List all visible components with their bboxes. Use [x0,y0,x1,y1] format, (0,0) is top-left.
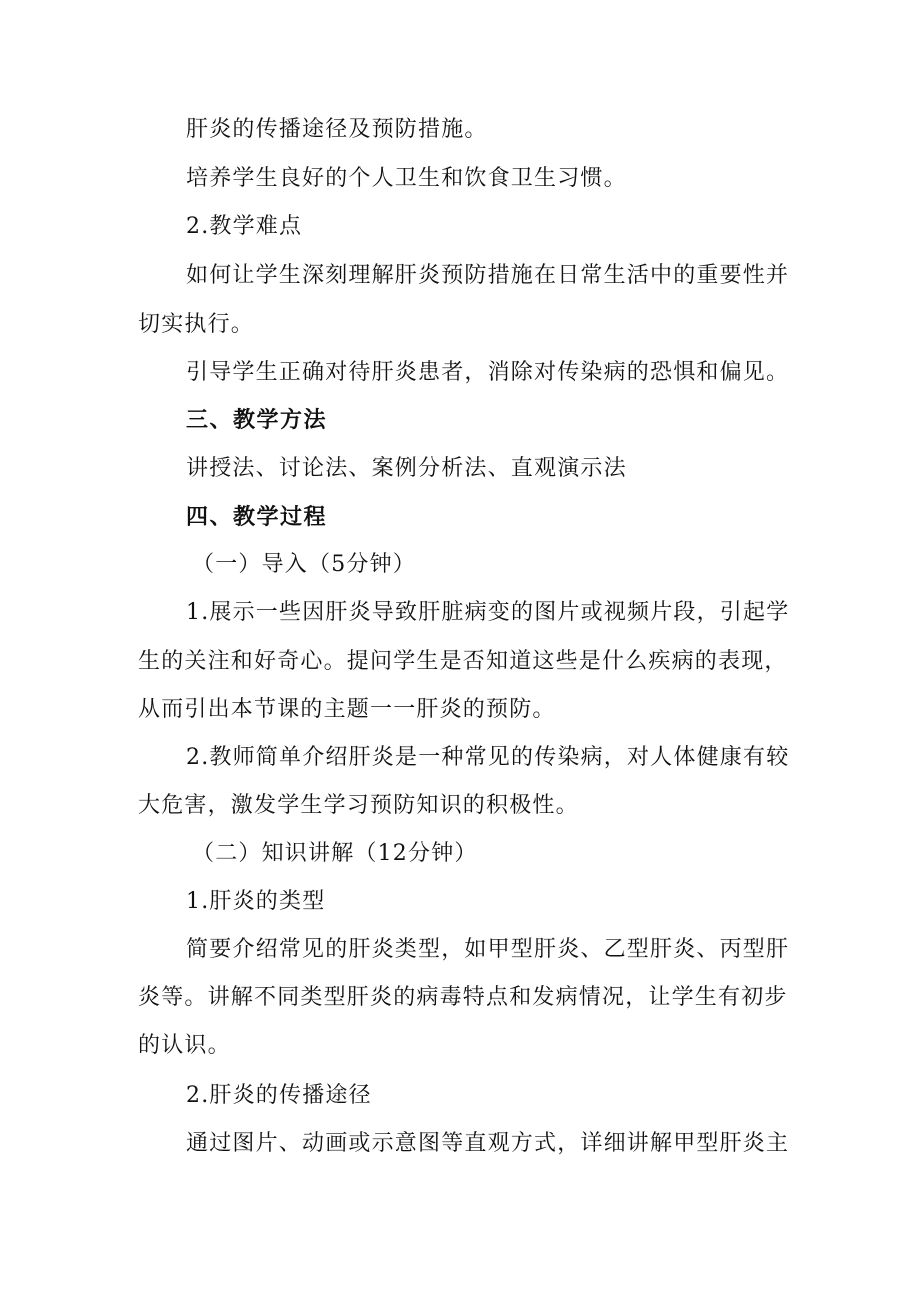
text-line: 讲授法、讨论法、案例分析法、直观演示法 [186,456,627,481]
text-line: 通过图片、动画或示意图等直观方式，详细讲解甲型肝炎主 [186,1131,790,1156]
text-line: 大危害，激发学生学习预防知识的积极性。 [138,793,579,818]
section-subheading: （一）导入（5分钟） [192,552,416,577]
text-line: 2.教师简单介绍肝炎是一种常见的传染病，对人体健康有较 [186,745,790,770]
section-subheading: 2.教学难点 [186,214,303,239]
section-subheading: 2.肝炎的传播途径 [186,1083,372,1108]
text-line: 简要介绍常见的肝炎类型，如甲型肝炎、乙型肝炎、丙型肝 [186,937,790,962]
section-subheading: （二）知识讲解（12分钟） [192,841,478,866]
text-line: 如何让学生深刻理解肝炎预防措施在日常生活中的重要性并 [186,263,790,288]
text-line: 生的关注和好奇心。提问学生是否知道这些是什么疾病的表现， [138,649,788,674]
text-line: 培养学生良好的个人卫生和饮食卫生习惯。 [186,166,627,191]
text-line: 肝炎的传播途径及预防措施。 [186,117,488,142]
section-subheading: 1.肝炎的类型 [186,889,326,914]
text-line: 炎等。讲解不同类型肝炎的病毒特点和发病情况，让学生有初步 [138,985,788,1010]
text-line: 的认识。 [138,1033,231,1058]
text-line: 切实执行。 [138,312,255,337]
text-line: 1.展示一些因肝炎导致肝脏病变的图片或视频片段，引起学 [186,600,790,625]
section-heading: 四、教学过程 [186,505,328,530]
text-line: 引导学生正确对待肝炎患者，消除对传染病的恐惧和偏见。 [186,360,790,385]
section-heading: 三、教学方法 [186,408,328,433]
text-line: 从而引出本节课的主题一一肝炎的预防。 [138,697,556,722]
